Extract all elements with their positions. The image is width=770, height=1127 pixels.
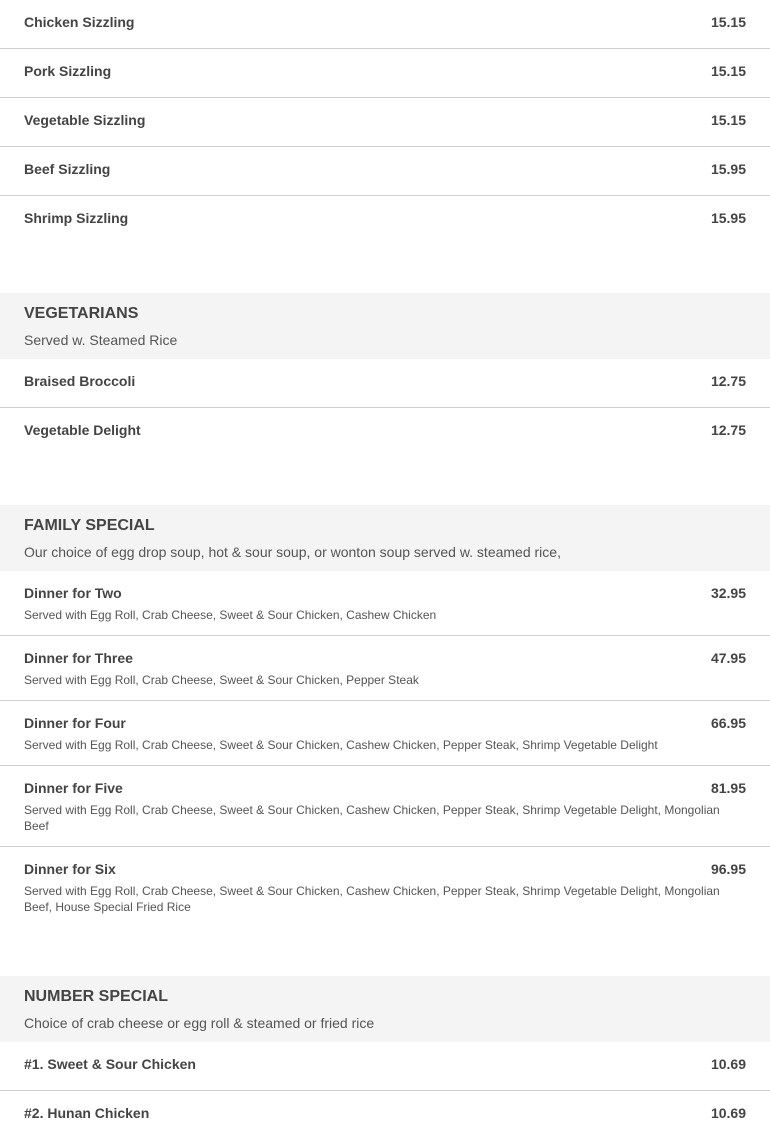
menu-item-dinner-for-six[interactable] bbox=[0, 847, 770, 928]
menu-item-name: #2. Hunan Chicken bbox=[24, 1105, 150, 1121]
menu-item-description: Served with Egg Roll, Crab Cheese, Sweet & Sour Chicken, Cashew Chicken bbox=[24, 608, 437, 622]
section-spacer bbox=[0, 928, 770, 976]
menu-item-name: Chicken Sizzling bbox=[24, 14, 135, 30]
menu-item-name: Shrimp Sizzling bbox=[24, 210, 129, 226]
menu-item-chicken-sizzling[interactable] bbox=[0, 0, 770, 49]
section-title: FAMILY SPECIAL bbox=[24, 517, 155, 534]
menu-item-braised-broccoli[interactable] bbox=[0, 359, 770, 408]
menu-item-price: 47.95 bbox=[710, 650, 746, 666]
menu-item-name: Braised Broccoli bbox=[24, 373, 136, 389]
section-subtitle: Choice of crab cheese or egg roll & steamed or fried rice bbox=[24, 1015, 375, 1031]
menu-item-name: Dinner for Five bbox=[24, 780, 123, 796]
section-header-number-special bbox=[0, 976, 770, 1042]
menu-item-vegetable-delight[interactable] bbox=[0, 408, 770, 457]
section-subtitle: Served w. Steamed Rice bbox=[24, 332, 178, 348]
menu-item-price: 15.15 bbox=[710, 14, 746, 30]
section-title: NUMBER SPECIAL bbox=[24, 988, 169, 1005]
menu-item-price: 15.15 bbox=[710, 112, 746, 128]
menu-item-name: Vegetable Sizzling bbox=[24, 112, 146, 128]
menu-item-pork-sizzling[interactable] bbox=[0, 49, 770, 98]
menu-item-sweet-sour-chicken[interactable] bbox=[0, 1042, 770, 1091]
menu-item-description: Served with Egg Roll, Crab Cheese, Sweet & Sour Chicken, Cashew Chicken, Pepper Steak, Shrimp Vegetable Delight bbox=[24, 738, 658, 752]
menu-item-dinner-for-three[interactable] bbox=[0, 636, 770, 701]
menu-item-name: Dinner for Six bbox=[24, 861, 116, 877]
menu-item-price: 96.95 bbox=[710, 861, 746, 877]
menu-item-beef-sizzling[interactable] bbox=[0, 147, 770, 196]
menu-item-price: 66.95 bbox=[710, 715, 746, 731]
menu-item-description: Served with Egg Roll, Crab Cheese, Sweet & Sour Chicken, Cashew Chicken, Pepper Steak, Shrimp Vegetable Delight, Mongolian Beef, House Special Fried Rice bbox=[24, 884, 720, 914]
menu-item-dinner-for-two[interactable] bbox=[0, 571, 770, 636]
section-header-vegetarians bbox=[0, 293, 770, 359]
menu-item-name: #1. Sweet & Sour Chicken bbox=[24, 1056, 196, 1072]
menu-item-name: Vegetable Delight bbox=[24, 422, 141, 438]
menu-item-price: 15.95 bbox=[710, 210, 746, 226]
menu-item-vegetable-sizzling[interactable] bbox=[0, 98, 770, 147]
menu-item-name: Beef Sizzling bbox=[24, 161, 111, 177]
menu-item-name: Dinner for Three bbox=[24, 650, 133, 666]
menu-item-price: 32.95 bbox=[710, 585, 746, 601]
section-header-family-special bbox=[0, 505, 770, 571]
section-subtitle: Our choice of egg drop soup, hot & sour soup, or wonton soup served w. steamed rice, bbox=[24, 544, 561, 560]
menu-item-shrimp-sizzling[interactable] bbox=[0, 196, 770, 245]
menu-item-price: 81.95 bbox=[710, 780, 746, 796]
menu-item-price: 10.69 bbox=[710, 1105, 746, 1121]
menu-item-hunan-chicken[interactable] bbox=[0, 1091, 770, 1127]
menu-item-description: Served with Egg Roll, Crab Cheese, Sweet & Sour Chicken, Pepper Steak bbox=[24, 673, 419, 687]
section-spacer bbox=[0, 245, 770, 293]
menu-item-name: Dinner for Two bbox=[24, 585, 122, 601]
menu-item-price: 12.75 bbox=[710, 373, 746, 389]
menu-item-dinner-for-five[interactable] bbox=[0, 766, 770, 847]
menu-item-description: Served with Egg Roll, Crab Cheese, Sweet & Sour Chicken, Cashew Chicken, Pepper Steak, Shrimp Vegetable Delight, Mongolian Beef bbox=[24, 803, 720, 833]
section-spacer bbox=[0, 457, 770, 505]
menu-item-dinner-for-four[interactable] bbox=[0, 701, 770, 766]
menu-item-name: Dinner for Four bbox=[24, 715, 126, 731]
section-title: VEGETARIANS bbox=[24, 305, 139, 322]
menu-item-name: Pork Sizzling bbox=[24, 63, 112, 79]
menu-item-price: 12.75 bbox=[710, 422, 746, 438]
menu-item-price: 15.15 bbox=[710, 63, 746, 79]
menu-item-price: 10.69 bbox=[710, 1056, 746, 1072]
menu-item-price: 15.95 bbox=[710, 161, 746, 177]
